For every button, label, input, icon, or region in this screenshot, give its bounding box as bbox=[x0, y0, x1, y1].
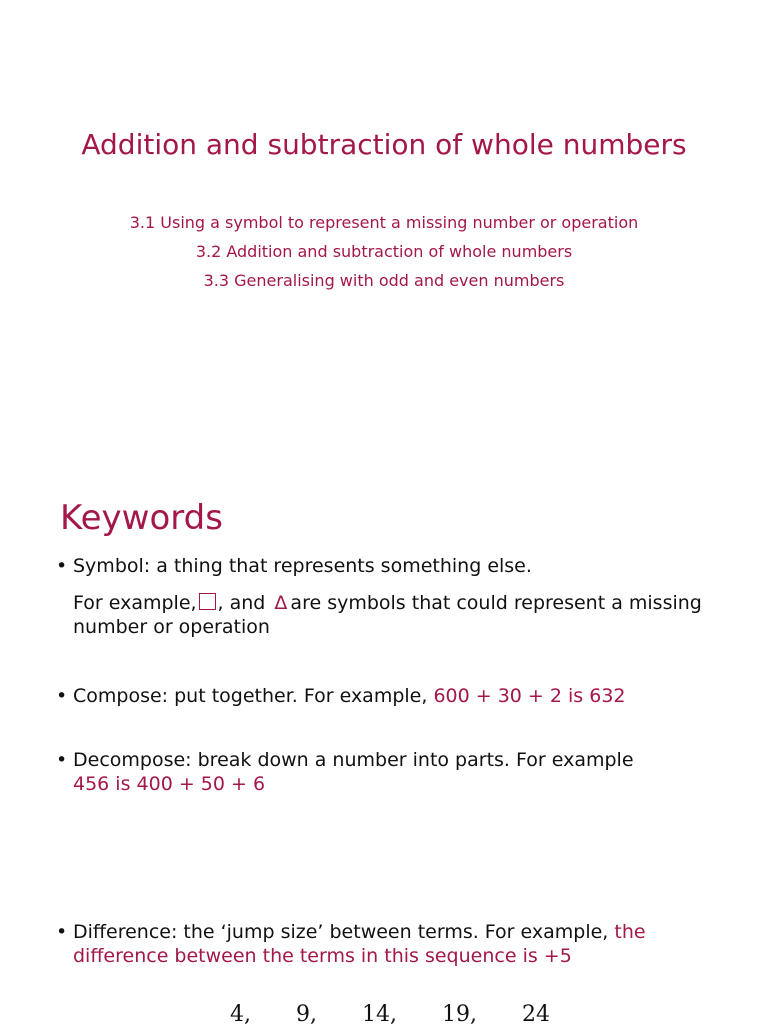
keyword-difference bbox=[56, 920, 756, 968]
sequence-term: 19, bbox=[442, 1002, 477, 1027]
sequence-term: 9, bbox=[296, 1002, 317, 1027]
difference-example-part1: the bbox=[614, 921, 646, 943]
delta-symbol: Δ bbox=[274, 592, 288, 614]
subtopic-item: 3.1 Using a symbol to represent a missing number or operation bbox=[129, 213, 639, 232]
symbol-example-prefix: For example, bbox=[73, 592, 197, 614]
bullet-marker: • bbox=[56, 921, 68, 943]
symbol-definition: Symbol: a thing that represents something else. bbox=[73, 555, 532, 577]
subtopic-item: 3.2 Addition and subtraction of whole numbers bbox=[195, 242, 573, 261]
symbol-example bbox=[73, 591, 713, 639]
keyword-symbol bbox=[56, 554, 532, 578]
decompose-definition: Decompose: break down a number into parts. For example bbox=[73, 749, 634, 771]
decompose-example: 456 is 400 + 50 + 6 bbox=[73, 773, 266, 795]
sequence-term: 24 bbox=[522, 1002, 550, 1027]
compose-example: 600 + 30 + 2 is 632 bbox=[433, 685, 626, 707]
subtopic-list bbox=[0, 208, 768, 295]
symbol-example-suffix: are symbols that could represent a missing number or operation bbox=[73, 592, 702, 638]
number-sequence bbox=[230, 1002, 588, 1027]
keyword-decompose bbox=[56, 748, 716, 796]
bullet-marker: • bbox=[56, 749, 68, 771]
keywords-slide bbox=[0, 470, 768, 1027]
difference-definition: Difference: the ‘jump size’ between terms. For example, bbox=[73, 921, 609, 943]
keywords-heading: Keywords bbox=[60, 498, 223, 538]
keyword-compose bbox=[56, 684, 626, 708]
square-symbol-icon bbox=[199, 593, 216, 610]
symbol-example-middle: , and bbox=[217, 592, 266, 614]
page-title: Addition and subtraction of whole numbers bbox=[81, 128, 687, 161]
sequence-term: 14, bbox=[362, 1002, 397, 1027]
subtopic-item: 3.3 Generalising with odd and even numbers bbox=[203, 271, 565, 290]
difference-example-part2: difference between the terms in this sequence is +5 bbox=[73, 945, 572, 967]
sequence-term: 4, bbox=[230, 1002, 251, 1027]
compose-definition: Compose: put together. For example, bbox=[73, 685, 428, 707]
bullet-marker: • bbox=[56, 555, 68, 577]
title-slide bbox=[0, 0, 768, 470]
bullet-marker: • bbox=[56, 685, 68, 707]
